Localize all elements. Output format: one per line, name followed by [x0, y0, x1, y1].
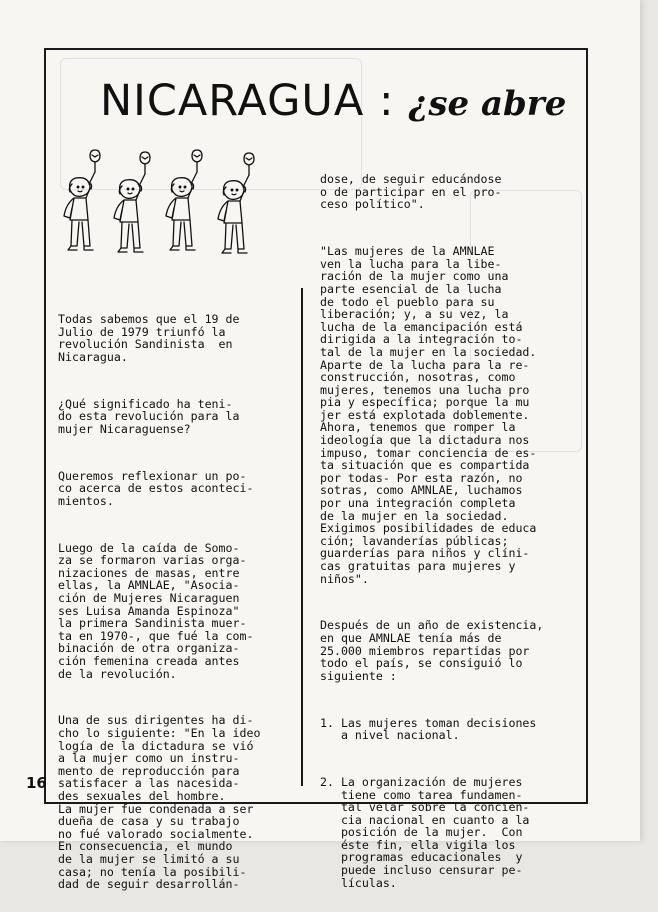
- title-script: ¿se abre: [408, 84, 567, 124]
- column-divider: [301, 288, 303, 786]
- page-number: 16: [26, 774, 47, 792]
- left-column: [58, 288, 296, 912]
- right-column: [320, 148, 582, 911]
- women-torches-illustration: [62, 146, 270, 256]
- list-item: 2. La organización de mujeres tiene como tarea fundamen- tal velar sobre la concien- cia nacional en cuanto a la posición de la mujer. Con éste fin, ella vigila los programas educacionales y puede incluso censurar pe- lículas.: [320, 774, 530, 890]
- paragraph: ¿Qué significado ha teni- do esta revolución para la mujer Nicaraguense?: [58, 396, 240, 436]
- paragraph: dose, de seguir educándose o de participar en el pro- ceso político".: [320, 172, 502, 212]
- list-item: 1. Las mujeres toman decisiones a nivel nacional.: [320, 715, 537, 743]
- paragraph: Todas sabemos que el 19 de Julio de 1979 triunfó la revolución Sandinista en Nicaragua.: [58, 312, 240, 364]
- article-title: [100, 76, 580, 130]
- paragraph: Queremos reflexionar un po- co acerca de estos aconteci- mientos.: [58, 468, 254, 508]
- paragraph: Una de sus dirigentes ha di- cho lo siguiente: "En la ideo logía de la dictadura se vió a la mujer como un instru- mento de reproducción para satisfacer a las nacesida- des sexuales del hombre. La mujer fue condenada a ser dueña de casa y su trabajo no fué valorado socialmente. En consecuencia, el mundo de la mujer se limitó a su casa; no tenía la posibili- dad de seguir desarrollán-: [58, 713, 261, 892]
- title-main: NICARAGUA :: [100, 76, 395, 126]
- paragraph: Luego de la caída de Somo- za se formaron varias orga- nizaciones de masas, entre ellas, la AMNLAE, "Asocia- ción de Mujeres Nicaraguen ses Luisa Amanda Espinoza" la primera Sandinista muer- ta en 1970-, que fué la com- binación de otra organiza- ción femenina creada antes de la revolución.: [58, 540, 254, 681]
- paragraph: Después de un año de existencia, en que AMNLAE tenía más de 25.000 miembros repartidas por todo el país, se consiguió lo siguiente :: [320, 618, 544, 683]
- quote-paragraph: "Las mujeres de la AMNLAE ven la lucha para la libe- ración de la mujer como una parte esencial de la lucha de todo el pueblo para su liberación; y, a su vez, la lucha de la emancipación está dirigida a la integración to- tal de la mujer en la sociedad. Aparte de la lucha para la re- construcción, nosotras, como mujeres, tenemos una lucha pro pia y específica; porque la mu jer está explotada doblemente. Ahora, tenemos que romper la ideología que la dictadura nos impuso, tomar conciencia de es- ta situación que es compartida por todas- Por esta razón, no sotras, como AMNLAE, luchamos por una integración completa de la mujer en la sociedad. Exigimos posibilidades de educa ción; lavanderías públicas; guarderías para niños y clíni- cas gratuitas para mujeres y niños".: [320, 244, 537, 586]
